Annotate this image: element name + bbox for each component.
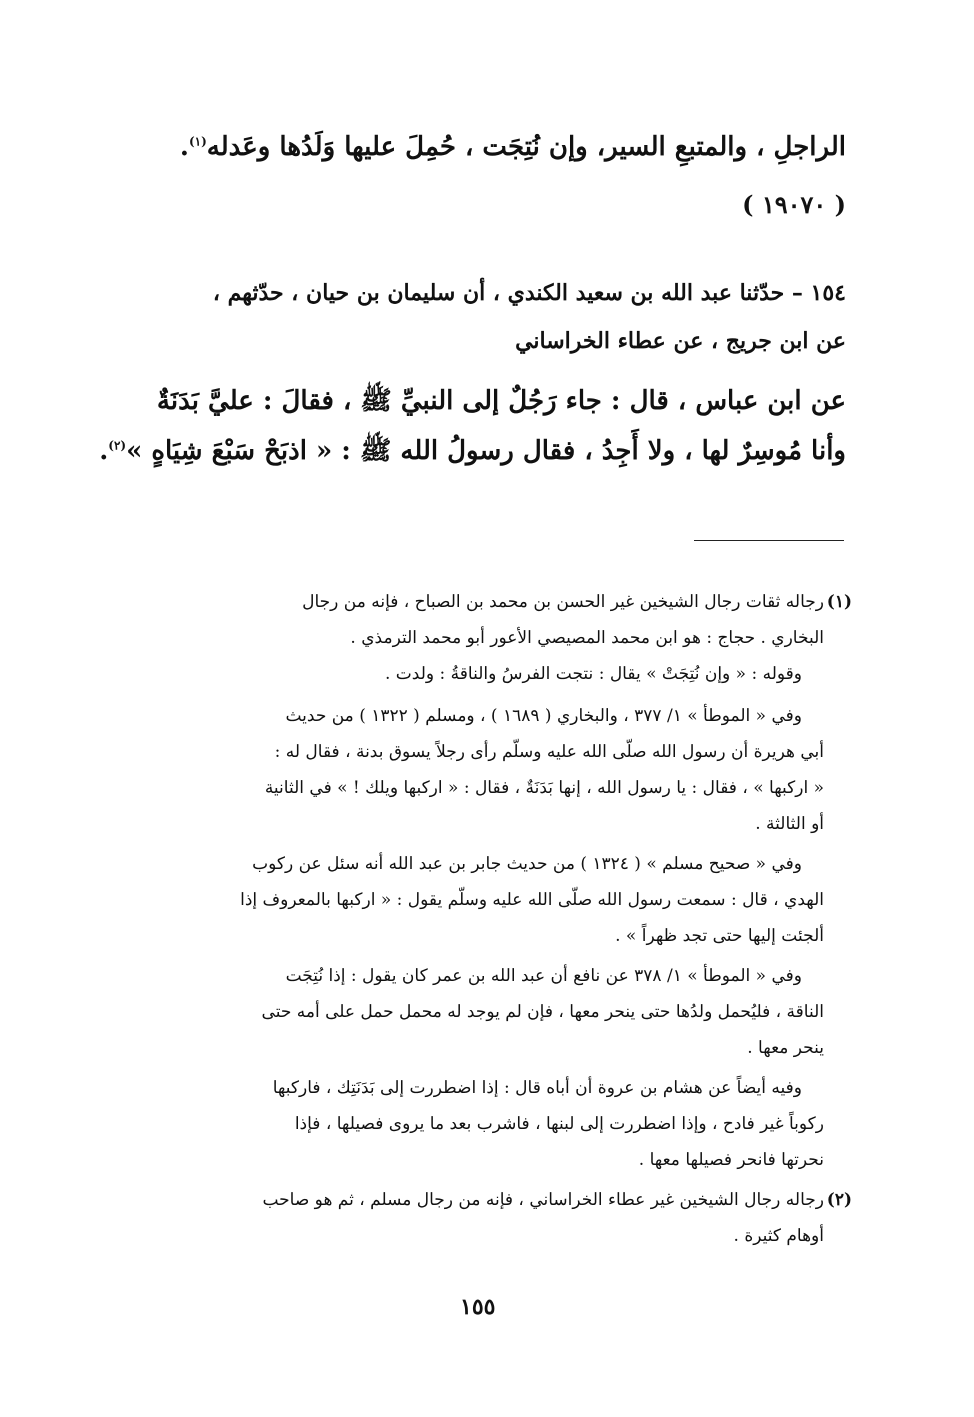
hadith-matn-line-1: عن ابن عباس ، قال : جاء رَجُلٌ إلى النبيِّ ﷺ ، فقالَ : عليَّ بَدَنَةٌ — [156, 386, 846, 416]
footnote-1-line: رجاله ثقات رجال الشيخين غير الحسن بن محمد بن الصباح ، فإنه من رجال — [302, 592, 824, 612]
footnote-2-number: (٢) — [826, 1190, 852, 1210]
main-text-line-1-text: الراجلِ ، والمتبعِ السير، وإن نُتِجَت ، حُمِلَ عليها وَلَدُها وعَدله — [206, 132, 846, 162]
footnote-1-line: « اركبها » ، فقال : يا رسول الله ، إنها بَدَنَةٌ ، فقال : « اركبها ويلك ! » في الثانية — [264, 778, 824, 798]
hadith-isnad-line-2: عن ابن جريج ، عن عطاء الخراساني — [515, 328, 846, 354]
footnote-1-line: ألجئت إليها حتى تجد ظهراً » . — [615, 926, 824, 946]
footnote-1-line: وفي « الموطأ » ١/ ٣٧٧ ، والبخاري ( ١٦٨٩ ) ، ومسلم ( ١٣٢٢ ) من حديث — [285, 706, 802, 726]
footnote-1-line: وقوله : « وإن نُتِجَتْ » يقال : نتجت الفرسُ والناقةُ : ولدت . — [385, 664, 802, 684]
footnote-1-line: أبي هريرة أن رسول الله صلّى الله عليه وسلّم رأى رجلاً يسوق بدنة ، فقال له : — [274, 742, 824, 762]
footnote-1-line: أو الثالثة . — [755, 814, 824, 834]
hadith-reference-number: ( ١٩٠٧٠ ) — [742, 190, 846, 219]
footnote-1-line: وفيه أيضاً عن هشام بن عروة أن أباه قال : إذا اضطررت إلى بَدَنَتِك ، فاركبها — [272, 1078, 802, 1098]
footnote-1-line: البخاري . حجاج : هو ابن محمد المصيصي الأعور أبو محمد الترمذي . — [350, 628, 824, 648]
main-text-line-1-period: . — [179, 132, 189, 162]
footnote-1-line: الهدي ، قال : سمعت رسول الله صلّى الله عليه وسلّم يقول : « اركبها بالمعروف إذا — [240, 890, 824, 910]
footnote-1-number: (١) — [826, 592, 852, 612]
page-number: ١٥٥ — [460, 1294, 496, 1320]
footnote-marker-2: (٢) — [108, 438, 127, 453]
hadith-isnad-line-1: ١٥٤ – حدّثنا عبد الله بن سعيد الكندي ، أن سليمان بن حيان ، حدّثهم ، — [212, 280, 846, 306]
footnote-marker-1: (١) — [188, 134, 207, 149]
hadith-matn-line-2-text: وأنا مُوسِرٌ لها ، ولا أَجِدُ ، فقال رسولُ الله ﷺ : « اذبَحْ سَبْعَ شِيَاهٍ » — [126, 436, 846, 466]
footnote-1-line: ينحر معها . — [747, 1038, 824, 1058]
hadith-matn-line-2 — [99, 434, 846, 472]
main-text-line-1 — [126, 132, 846, 162]
footnote-1-line: وفي « الموطأ » ١/ ٣٧٨ عن نافع أن عبد الله بن عمر كان يقول : إذا نُتِجَت — [285, 966, 802, 986]
footnote-2-line: رجاله رجال الشيخين غير عطاء الخراساني ، فإنه من رجال مسلم ، ثم هو صاحب — [262, 1190, 824, 1210]
footnote-separator — [694, 540, 844, 541]
hadith-matn-line-2-period: . — [99, 436, 109, 466]
footnote-2-line: أوهام كثيرة . — [733, 1226, 824, 1246]
footnote-1-line: ركوباً غير فادح ، وإذا اضطررت إلى لبنها ، فاشرب بعد ما يروى فصيلها ، فإذا — [294, 1114, 824, 1134]
footnote-1-line: وفي « صحيح مسلم » ( ١٣٢٤ ) من حديث جابر بن عبد الله أنه سئل عن ركوب — [252, 854, 802, 874]
footnote-1-line: نحرتها فانحر فصيلها معها . — [638, 1150, 824, 1170]
footnote-1-line: الناقة ، فليُحمل ولدُها حتى ينحر معها ، فإن لم يوجد له محمل حمل على أمه حتى — [261, 1002, 824, 1022]
